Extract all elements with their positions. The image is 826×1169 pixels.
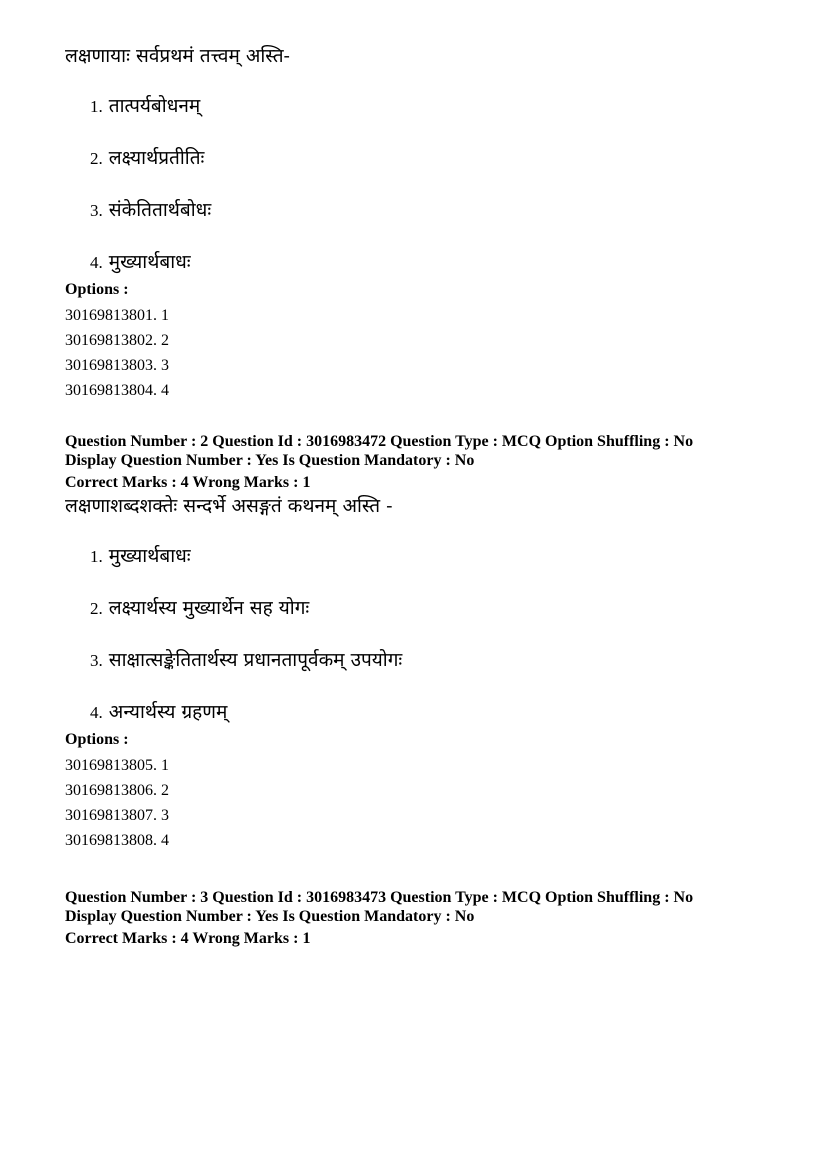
question-2 [65,432,765,853]
question-1-choice-3 [90,197,765,249]
question-3 [65,888,765,948]
choice-number: 4. [90,703,103,722]
choice-text: मुख्यार्थबाधः [108,251,191,273]
question-3-meta-line-1: Question Number : 3 Question Id : 3016983473 Question Type : MCQ Option Shuffling : No [65,889,694,906]
question-2-meta-line-2: Display Question Number : Yes Is Question Mandatory : No [65,452,475,469]
choice-number: 3. [90,651,103,670]
option-id-row: 30169813803. 3 [65,357,169,374]
question-2-text: लक्षणाशब्दशक्तेः सन्दर्भे असङ्गतं कथनम् अस्ति - [65,495,393,517]
choice-number: 3. [90,201,103,220]
option-id-row: 30169813804. 4 [65,382,169,399]
choice-number: 2. [90,599,103,618]
option-id-row: 30169813807. 3 [65,807,169,824]
question-2-choice-3 [90,647,765,699]
question-1-choices [65,93,765,279]
option-id-row: 30169813808. 4 [65,832,169,849]
question-1-choice-2 [90,145,765,197]
question-1-text: लक्षणायाः सर्वप्रथमं तत्त्वम् अस्ति- [65,45,290,67]
question-2-choice-1 [90,543,765,595]
choice-number: 4. [90,253,103,272]
question-1 [65,44,765,403]
question-2-meta-line-1: Question Number : 2 Question Id : 3016983472 Question Type : MCQ Option Shuffling : No [65,433,694,450]
option-id-row: 30169813802. 2 [65,332,169,349]
question-3-marks: Correct Marks : 4 Wrong Marks : 1 [65,930,311,947]
options-label: Options : [65,731,129,748]
choice-text: अन्यार्थस्य ग्रहणम् [108,701,228,723]
choice-text: साक्षात्सङ्केतितार्थस्य प्रधानतापूर्वकम् उपयोगः [108,649,403,671]
choice-text: मुख्यार्थबाधः [108,545,191,567]
choice-number: 2. [90,149,103,168]
choice-text: लक्ष्यार्थस्य मुख्यार्थेन सह योगः [108,597,310,619]
choice-number: 1. [90,547,103,566]
choice-text: लक्ष्यार्थप्रतीतिः [108,147,205,169]
question-2-choice-4 [90,699,765,729]
option-id-row: 30169813801. 1 [65,307,169,324]
option-id-row: 30169813806. 2 [65,782,169,799]
choice-text: तात्पर्यबोधनम् [108,95,201,117]
question-1-choice-4 [90,249,765,279]
question-2-marks: Correct Marks : 4 Wrong Marks : 1 [65,474,311,491]
choice-number: 1. [90,97,103,116]
question-1-choice-1 [90,93,765,145]
option-id-row: 30169813805. 1 [65,757,169,774]
choice-text: संकेतितार्थबोधः [108,199,212,221]
options-label: Options : [65,281,129,298]
question-3-meta-line-2: Display Question Number : Yes Is Question Mandatory : No [65,908,475,925]
question-2-choice-2 [90,595,765,647]
question-2-choices [65,543,765,729]
